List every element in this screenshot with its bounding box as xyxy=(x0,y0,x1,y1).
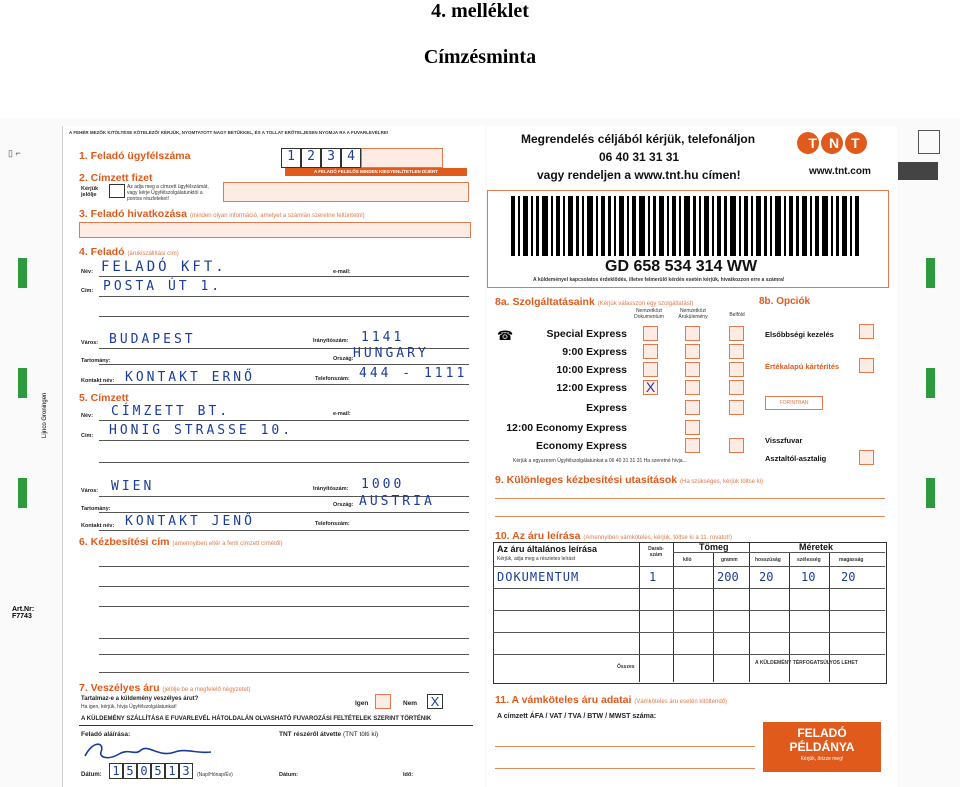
goods-desc-header: Az áru általános leírása xyxy=(497,544,598,554)
checkbox[interactable] xyxy=(729,438,744,453)
checkbox[interactable] xyxy=(685,380,700,395)
sender-reference-field[interactable] xyxy=(79,222,471,238)
service-9-express: 9:00 Express xyxy=(562,346,627,358)
province-label: Tartomány: xyxy=(81,506,111,512)
checkbox[interactable] xyxy=(643,326,658,341)
city-label: Város: xyxy=(81,488,99,494)
section-1-title: 1. Feladó ügyfélszáma xyxy=(79,150,191,162)
sender-zip[interactable]: 1141 xyxy=(361,330,405,345)
gram-header: gramm xyxy=(721,557,738,563)
address-label: Cím: xyxy=(81,433,94,439)
date-format-hint: (Nap/Hónap/Év) xyxy=(197,772,233,778)
date-boxes: 1 5 0 5 1 3 xyxy=(109,763,193,779)
province-label: Tartomány: xyxy=(81,358,111,364)
goods-description[interactable]: DOKUMENTUM xyxy=(497,570,580,584)
height-header: magasság xyxy=(839,557,864,563)
goods-quantity[interactable]: 1 xyxy=(649,570,660,584)
address-label: Cím: xyxy=(81,288,94,294)
country-label: Ország: xyxy=(333,356,354,362)
stamp-line-3: Kérjük, őrizze meg! xyxy=(800,756,844,762)
width-header: szélesség xyxy=(797,557,821,563)
checkbox[interactable] xyxy=(685,438,700,453)
total-label: Összes xyxy=(617,664,635,670)
option-insurance: Értékalapú kártérítés xyxy=(765,362,840,371)
option-desk-to-desk: Asztaltól-asztalig xyxy=(765,454,827,463)
tracking-note: A küldeményel kapcsolatos érdeklődés, illetve felmerülő kérdés esetén kérjük, hivatkozzon erre a számra! xyxy=(533,277,785,283)
no-label: Nem xyxy=(403,700,418,707)
page-subheading: Címzésminta xyxy=(423,46,537,68)
email-label: e-mail: xyxy=(333,411,351,417)
service-economy: Economy Express xyxy=(535,440,627,452)
section-7-title: 7. Veszélyes áru (jelölje be a megfelelő négyzetet) xyxy=(79,682,251,694)
length-header: hosszúság xyxy=(755,557,781,563)
stamp-line-2: PÉLDÁNYA xyxy=(789,740,855,754)
selected-service-checkbox[interactable]: X xyxy=(643,380,658,395)
stamp-line-1: FELADÓ xyxy=(797,726,847,740)
email-label: e-mail: xyxy=(333,269,351,275)
country-label: Ország: xyxy=(333,502,354,508)
volumetric-note: A KÜLDEMÉNY TÉRFOGATSÚLYOS LEHET xyxy=(755,660,858,666)
checkbox[interactable] xyxy=(643,344,658,359)
goods-width[interactable]: 10 xyxy=(801,570,816,584)
recipient-address[interactable]: HONIG STRASSE 10. xyxy=(109,423,294,438)
dangerous-question: Tartalmaz-e a küldemény veszélyes árut? xyxy=(81,696,199,702)
recipient-city[interactable]: WIEN xyxy=(111,479,155,494)
sender-city[interactable]: BUDAPEST xyxy=(109,332,196,347)
corner-mark xyxy=(918,130,940,154)
checkbox[interactable] xyxy=(729,400,744,415)
green-strip xyxy=(18,368,27,398)
yes-label: Igen xyxy=(355,700,369,707)
perforation-mark: ▯ ⌐ xyxy=(8,148,21,158)
checkbox[interactable] xyxy=(729,380,744,395)
top-notice: A FEHÉR MEZŐK KITÖLTÉSE KÖTELEZŐ! KÉRJÜK, NYOMTATOTT NAGY BETŰKKEL, ÉS A TOLLAT ERŐTELJESEN NYOMJA RA A FUVARLEVÉLRE! xyxy=(69,130,389,135)
col-intl-doc: Nemzetközi Dokumentum xyxy=(634,308,664,320)
insurance-checkbox[interactable] xyxy=(859,358,874,373)
tnt-logo-text: TNT xyxy=(808,135,872,151)
recipient-account-field[interactable] xyxy=(223,182,469,202)
weight-header: Tömeg xyxy=(699,542,729,552)
dangerous-note: Ha igen, kérjük, hívja Ügyfélszolgálatunkat! xyxy=(81,704,177,710)
dangerous-no-checkbox[interactable]: X xyxy=(427,694,443,709)
option-priority: Elsőbbségi kezelés xyxy=(765,330,834,339)
tracking-number: GD 658 534 314 WW xyxy=(605,258,758,275)
order-phone: 06 40 31 31 31 xyxy=(599,150,680,164)
order-line-1: Megrendelés céljából kérjük, telefonáljon xyxy=(521,132,756,146)
phone-label: Telefonszám: xyxy=(315,521,350,527)
section-2-title: 2. Címzett fizet xyxy=(79,172,153,184)
service-12-express: 12:00 Express xyxy=(556,382,627,394)
date-label: Dátum: xyxy=(81,772,102,778)
col-domestic: Belföld xyxy=(729,312,745,318)
sender-phone[interactable]: 444 - 1111 xyxy=(359,366,468,381)
kg-header: kiló xyxy=(683,557,692,563)
green-strip xyxy=(18,478,27,508)
recipient-zip[interactable]: 1000 xyxy=(361,477,405,492)
dimensions-header: Méretek xyxy=(799,542,834,552)
page-heading: 4. melléklet xyxy=(431,0,529,22)
signature-label: Feladó aláírása: xyxy=(81,731,131,738)
vat-label: A címzett ÁFA / VAT / TVA / BTW / MWST száma: xyxy=(497,713,657,720)
tnt-date-label: Dátum: xyxy=(279,772,298,778)
service-special-express: Special Express xyxy=(546,328,627,340)
section-9-title: 9. Különleges kézbesítési utasítások (Ha szükséges, kérjük töltse ki) xyxy=(495,474,764,486)
dangerous-yes-checkbox[interactable] xyxy=(375,694,391,709)
service-note: Kérjük a egyszeren Ügyfélszolgálatunkat a 06 40 31 31 31 Ha szeretné hívja... xyxy=(513,458,687,464)
customer-number: 1 2 3 4 xyxy=(281,148,443,168)
recipient-pays-checkbox[interactable] xyxy=(109,184,125,198)
service-express: Express xyxy=(586,402,627,414)
goods-desc-subheader: Kérjük, adja meg a részletes leírást xyxy=(497,556,576,562)
barcode-tab xyxy=(898,162,938,180)
green-strip xyxy=(926,368,935,398)
sender-country[interactable]: HUNGARY xyxy=(353,346,429,361)
section-8a-title: 8a. Szolgáltatásaink (Kérjük válasszon egy szolgáltatást) xyxy=(495,296,694,308)
agreement-text: A KÜLDEMÉNY SZÁLLÍTÁSA E FUVARLEVÉL HÁTOLDALÁN OLVASHATÓ FUVAROZÁSI FELTÉTELEK SZERINT TÖRTÉNIK xyxy=(81,716,432,722)
checkbox[interactable] xyxy=(643,362,658,377)
recipient-name[interactable]: CÍMZETT BT. xyxy=(111,404,231,419)
phone-label: Telefonszám: xyxy=(315,376,350,382)
sender-contact[interactable]: KONTAKT ERNŐ xyxy=(125,370,255,385)
col-intl-goods: Nemzetközi Árukülemény xyxy=(678,308,708,320)
checkbox[interactable] xyxy=(685,344,700,359)
checkbox[interactable] xyxy=(685,362,700,377)
recipient-country[interactable]: AUSTRIA xyxy=(359,494,435,509)
liability-notice: A FELADÓ FELELŐS MINDEN KIEGYENLÍTETLEN DÍJÉRT xyxy=(285,168,467,176)
priority-checkbox[interactable] xyxy=(859,324,874,339)
city-label: Város: xyxy=(81,340,99,346)
zip-label: Irányítószám: xyxy=(313,338,349,344)
checkbox[interactable] xyxy=(685,400,700,415)
time-label: Idő: xyxy=(403,772,414,778)
order-web: vagy rendeljen a www.tnt.hu címen! xyxy=(537,168,741,182)
service-form xyxy=(487,126,897,787)
service-12-economy: 12:00 Economy Express xyxy=(506,422,627,434)
desk-checkbox[interactable] xyxy=(859,450,874,465)
green-strip xyxy=(926,478,935,508)
tnt-website: www.tnt.com xyxy=(809,166,871,177)
sender-address[interactable]: POSTA ÚT 1. xyxy=(103,279,223,294)
qty-header: Darab-szám xyxy=(648,546,664,558)
checkbox[interactable] xyxy=(729,362,744,377)
section-3-title: 3. Feladó hivatkozása (minden olyan információ, amelyet a számlán szeretne feltüntetni) xyxy=(79,208,365,220)
insurance-value-field[interactable]: FORINTBAN xyxy=(765,396,823,410)
section-10-title: 10. Az áru leírása (Amennyiben vámköteles, kérjük, töltse ki a 11. rovatot!) xyxy=(495,530,732,542)
checkbox[interactable] xyxy=(685,326,700,341)
recipient-pays-note: Az adja meg a címzett ügyfélszámát, vagy kérje Ügyfélszolgálatunktól a pontos részleteket! xyxy=(127,184,209,202)
checkbox[interactable] xyxy=(729,344,744,359)
zip-label: Irányítószám: xyxy=(313,486,349,492)
service-10-express: 10:00 Express xyxy=(556,364,627,376)
section-5-title: 5. Címzett xyxy=(79,392,129,404)
tnt-received-label: TNT részéről átvette (TNT tölti ki) xyxy=(279,731,379,738)
green-strip xyxy=(926,258,935,288)
option-return: Visszfuvar xyxy=(765,436,803,445)
section-8b-title: 8b. Opciók xyxy=(759,296,811,307)
sender-name[interactable]: FELADÓ KFT. xyxy=(101,259,227,275)
article-number: Art.Nr: F7743 xyxy=(12,606,35,620)
green-strip xyxy=(18,258,27,288)
signature xyxy=(79,738,219,762)
recipient-contact[interactable]: KONTAKT JENŐ xyxy=(125,514,255,529)
contact-label: Kontakt név: xyxy=(81,523,115,529)
contact-label: Kontakt név: xyxy=(81,378,115,384)
sender-form xyxy=(62,126,485,787)
sender-copy-stamp xyxy=(763,722,881,772)
section-4-title: 4. Feladó (árukiszállítási cím) xyxy=(79,246,179,258)
section-11-title: 11. A vámköteles áru adatai (Vámköteles áru esetén kitöltendő) xyxy=(495,694,728,706)
name-label: Név: xyxy=(81,269,93,275)
goods-weight-gram[interactable]: 200 xyxy=(717,570,739,584)
goods-height[interactable]: 20 xyxy=(841,570,856,584)
checkbox[interactable] xyxy=(729,326,744,341)
barcode xyxy=(511,196,861,256)
checkbox[interactable] xyxy=(685,420,700,435)
section-6-title: 6. Kézbesítési cím (amennyiben eltér a fenti címzett címétől) xyxy=(79,536,283,548)
name-label: Név: xyxy=(81,413,93,419)
mark-label: Kérjük jelölje xyxy=(81,186,99,198)
goods-length[interactable]: 20 xyxy=(759,570,774,584)
side-print: Lijnco Groningen xyxy=(42,392,48,438)
phone-icon: ☎ xyxy=(497,328,514,343)
